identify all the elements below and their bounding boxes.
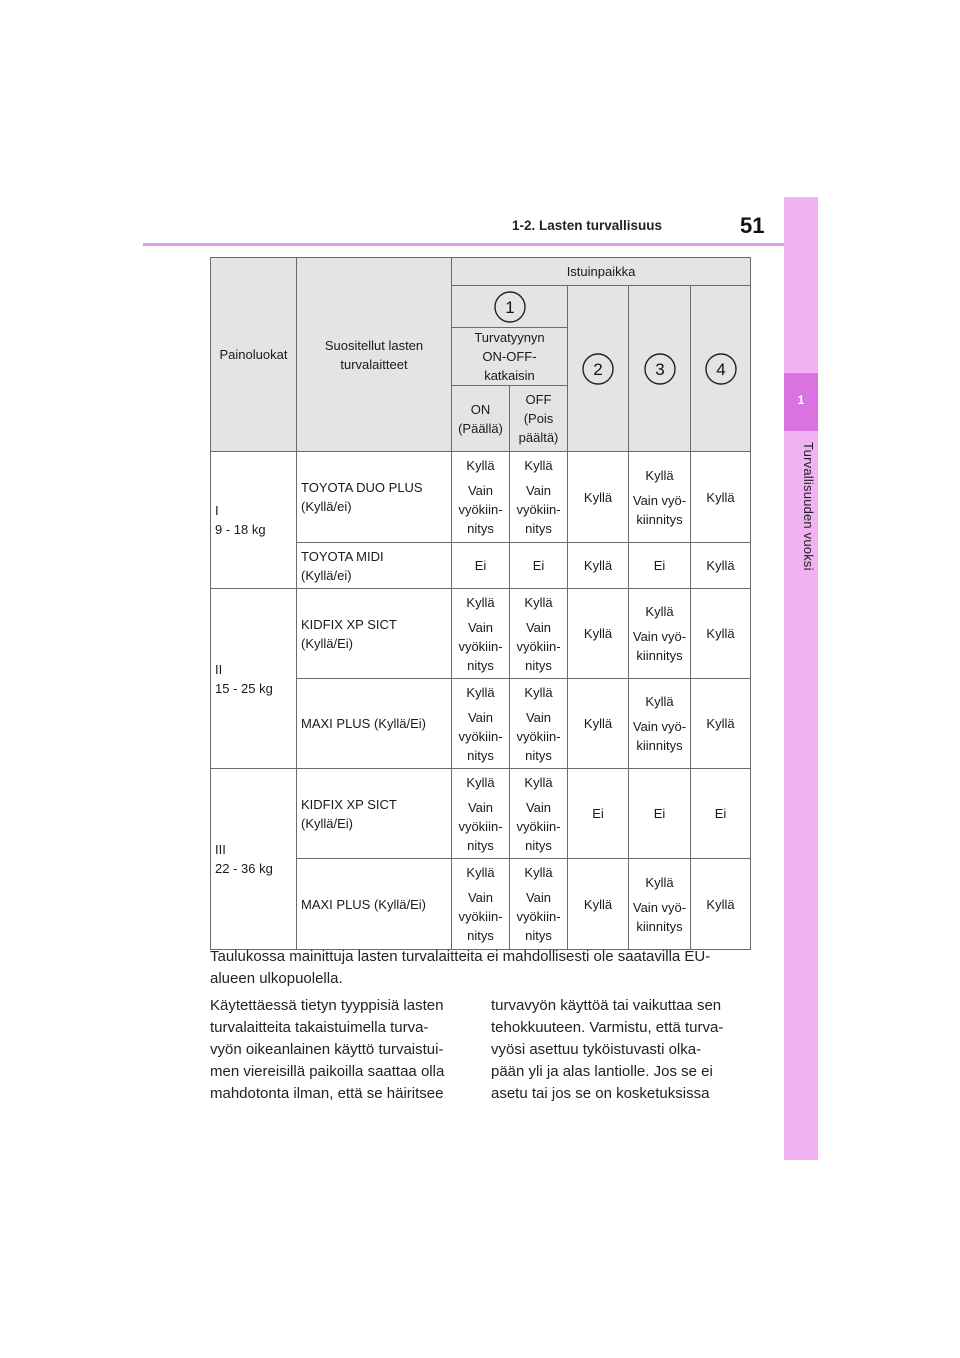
seat-2-circle bbox=[581, 352, 615, 386]
body-line: vyösi asettuu tyköistuvasti olka- bbox=[491, 1041, 702, 1058]
header-rule bbox=[143, 243, 784, 246]
seat-2-header bbox=[568, 286, 629, 452]
cell-seat-2: Kyllä bbox=[568, 859, 629, 950]
cell-on: Kyllä Vain vyökiin- nitys bbox=[452, 452, 510, 543]
body-line: turvavyön käyttöä tai vaikuttaa sen bbox=[491, 997, 722, 1014]
cell-on: Kyllä Vain vyökiin- nitys bbox=[452, 589, 510, 679]
availability-note: Taulukossa mainittuja lasten turvalaitteita ei mahdollisesti ole saatavilla EU-alueen ulkopuolella. bbox=[210, 948, 711, 987]
seat-3-header bbox=[629, 286, 691, 452]
seat-1-label: 1 bbox=[504, 297, 515, 317]
chapter-number: 1 bbox=[797, 393, 805, 407]
device-cell: KIDFIX XP SICT (Kyllä/Ei) bbox=[297, 769, 452, 859]
cell-on: Kyllä Vain vyökiin- nitys bbox=[452, 679, 510, 769]
cell-seat-4: Ei bbox=[691, 769, 751, 859]
body-line: mahdotonta ilman, että se häiritsee bbox=[210, 1085, 444, 1102]
section-title: 1-2. Lasten turvallisuus bbox=[512, 218, 663, 233]
seat-3-label: 3 bbox=[654, 359, 665, 379]
seat-4-label: 4 bbox=[715, 359, 726, 379]
cell-on: Ei bbox=[452, 543, 510, 589]
chapter-sidebar bbox=[784, 197, 818, 1160]
device-cell: TOYOTA DUO PLUS (Kyllä/ei) bbox=[297, 452, 452, 543]
body-line: turvalaitteita takaistuimella turva- bbox=[210, 1019, 429, 1036]
group-cell: I 9 - 18 kg bbox=[211, 452, 297, 589]
cell-seat-2: Kyllä bbox=[568, 679, 629, 769]
header-recommended: Suositellut lasten turvalaitteet bbox=[297, 258, 452, 452]
header-on: ON (Päällä) bbox=[452, 386, 510, 452]
device-cell: MAXI PLUS (Kyllä/Ei) bbox=[297, 859, 452, 950]
cell-seat-4: Kyllä bbox=[691, 452, 751, 543]
body-column-right bbox=[491, 995, 751, 1105]
cell-off: Kyllä Vain vyökiin- nitys bbox=[510, 859, 568, 950]
cell-seat-4: Kyllä bbox=[691, 589, 751, 679]
body-line: asetu tai jos se on kosketuksissa bbox=[491, 1085, 710, 1102]
body-line: tehokkuuteen. Varmistu, että turva- bbox=[491, 1019, 724, 1036]
cell-seat-2: Kyllä bbox=[568, 452, 629, 543]
header-seat-position: Istuinpaikka bbox=[452, 258, 751, 286]
body-line: vyön oikeanlainen käyttö turvaistui- bbox=[210, 1041, 444, 1058]
seat-4-circle bbox=[704, 352, 738, 386]
child-seat-table bbox=[210, 257, 751, 950]
device-cell: KIDFIX XP SICT (Kyllä/Ei) bbox=[297, 589, 452, 679]
cell-seat-3: Ei bbox=[629, 543, 691, 589]
cell-seat-3: Kyllä Vain vyö- kiinnitys bbox=[629, 589, 691, 679]
seat-1-header bbox=[452, 286, 568, 328]
cell-off: Kyllä Vain vyökiin- nitys bbox=[510, 679, 568, 769]
cell-on: Kyllä Vain vyökiin- nitys bbox=[452, 859, 510, 950]
cell-seat-3: Ei bbox=[629, 769, 691, 859]
device-cell: MAXI PLUS (Kyllä/Ei) bbox=[297, 679, 452, 769]
seat-4-header bbox=[691, 286, 751, 452]
header-off: OFF (Pois päältä) bbox=[510, 386, 568, 452]
cell-seat-4: Kyllä bbox=[691, 679, 751, 769]
cell-off: Kyllä Vain vyökiin- nitys bbox=[510, 769, 568, 859]
body-line: men viereisillä paikoilla saattaa olla bbox=[210, 1063, 445, 1080]
body-column-left bbox=[210, 995, 470, 1105]
cell-off: Kyllä Vain vyökiin- nitys bbox=[510, 452, 568, 543]
seat-2-label: 2 bbox=[593, 359, 603, 379]
body-line: Käytettäessä tietyn tyyppisiä lasten bbox=[210, 997, 444, 1014]
header-weight-class: Painoluokat bbox=[211, 258, 297, 452]
header-airbag-switch: Turvatyynyn ON-OFF-katkaisin bbox=[452, 328, 568, 386]
seat-3-circle bbox=[643, 352, 677, 386]
cell-seat-3: Kyllä Vain vyö- kiinnitys bbox=[629, 452, 691, 543]
cell-seat-4: Kyllä bbox=[691, 859, 751, 950]
cell-off: Ei bbox=[510, 543, 568, 589]
chapter-title: Turvallisuuden vuoksi bbox=[801, 442, 816, 571]
body-line: pään yli ja alas lantiolle. Jos se ei bbox=[491, 1063, 713, 1080]
cell-seat-2: Kyllä bbox=[568, 543, 629, 589]
group-cell: II 15 - 25 kg bbox=[211, 589, 297, 769]
cell-seat-3: Kyllä Vain vyö- kiinnitys bbox=[629, 679, 691, 769]
cell-seat-2: Ei bbox=[568, 769, 629, 859]
device-cell: TOYOTA MIDI (Kyllä/ei) bbox=[297, 543, 452, 589]
cell-seat-4: Kyllä bbox=[691, 543, 751, 589]
page-number: 51 bbox=[740, 213, 765, 238]
cell-off: Kyllä Vain vyökiin- nitys bbox=[510, 589, 568, 679]
cell-seat-3: Kyllä Vain vyö- kiinnitys bbox=[629, 859, 691, 950]
cell-seat-2: Kyllä bbox=[568, 589, 629, 679]
group-cell: III 22 - 36 kg bbox=[211, 769, 297, 950]
cell-on: Kyllä Vain vyökiin- nitys bbox=[452, 769, 510, 859]
seat-1-circle bbox=[493, 290, 527, 324]
